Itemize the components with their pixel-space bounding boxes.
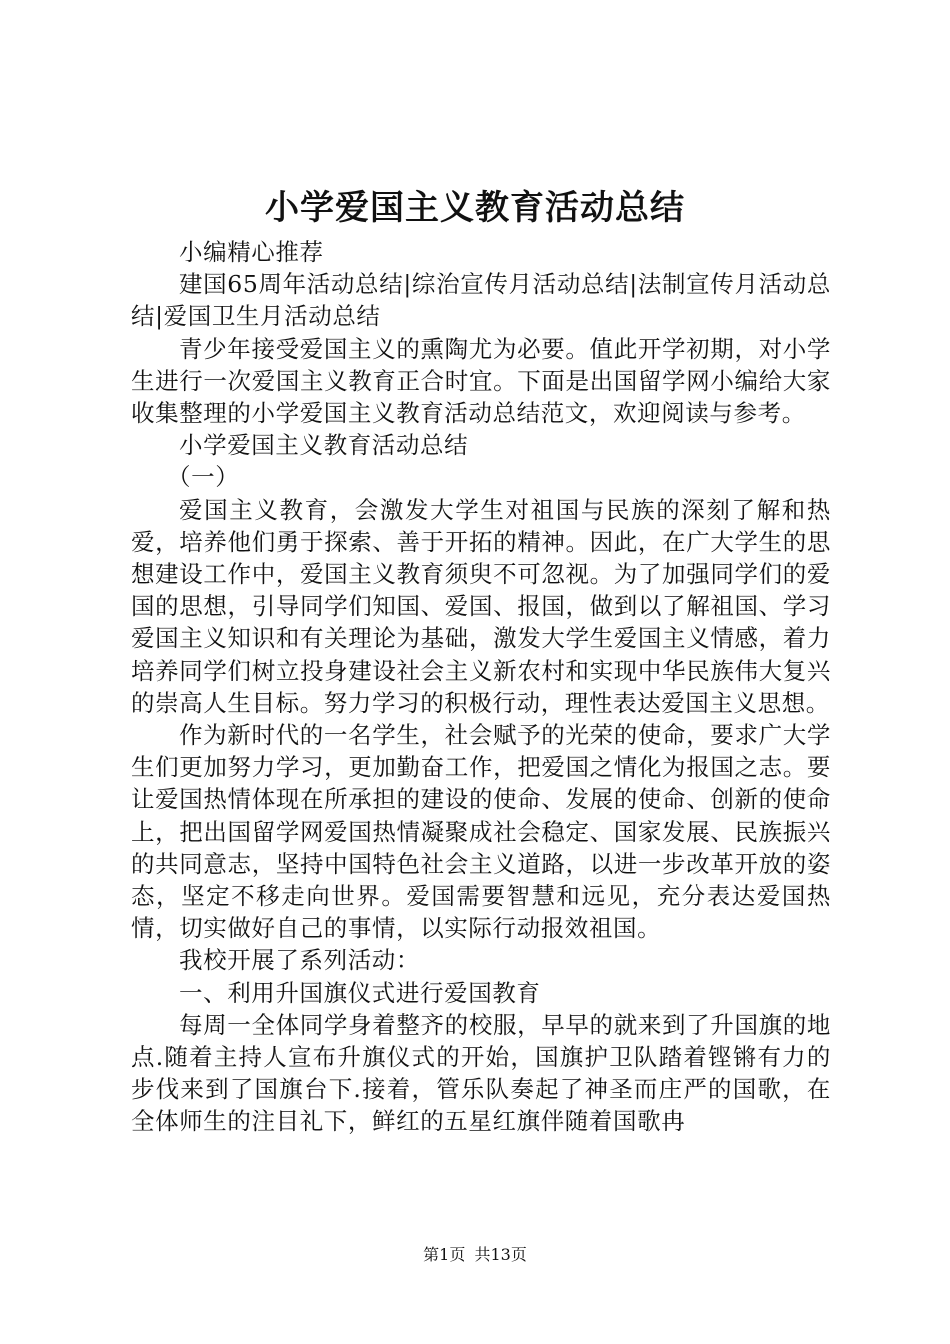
paragraph-heading-1: 一、利用升国旗仪式进行爱国教育 xyxy=(179,978,541,1007)
page-footer xyxy=(0,1244,950,1266)
paragraph-body-1: 爱国主义教育，会激发大学生对祖国与民族的深刻了解和热爱，培养他们勇于探索、善于开拓的精神。因此，在广大学生的思想建设工作中，爱国主义教育须臾不可忽视。为了加强同学们的爱国的思想，引导同学们知国、爱国、报国，做到以了解祖国、学习爱国主义知识和有关理论为基础，激发大学生爱国主义情感，着力培养同学们树立投身建设社会主义新农村和实现中华民族伟大复兴的崇高人生目标。努力学习的积极行动，理性表达爱国主义思想。 xyxy=(131,495,831,717)
paragraph-body-3: 每周一全体同学身着整齐的校服，早早的就来到了升国旗的地点.随着主持人宣布升旗仪式的开始，国旗护卫队踏着铿锵有力的步伐来到了国旗台下.接着，管乐队奏起了神圣而庄严的国歌，在全体师生的注目礼下，鲜红的五星红旗伴随着国歌冉 xyxy=(131,1010,831,1136)
page-total: 共13页 xyxy=(474,1245,527,1264)
document-body xyxy=(131,236,831,1138)
paragraph-intro: 青少年接受爱国主义的熏陶尤为必要。值此开学初期，对小学生进行一次爱国主义教育正合时宜。下面是出国留学网小编给大家收集整理的小学爱国主义教育活动总结范文，欢迎阅读与参考。 xyxy=(131,334,831,428)
paragraph-subtitle: 小学爱国主义教育活动总结 xyxy=(179,431,469,460)
paragraph-related-links: 建国65周年活动总结|综治宣传月活动总结|法制宣传月活动总结|爱国卫生月活动总结 xyxy=(131,270,831,331)
page-number: 第1页 xyxy=(423,1245,466,1264)
paragraph-body-2: 作为新时代的一名学生，社会赋予的光荣的使命，要求广大学生们更加努力学习，更加勤奋工作，把爱国之情化为报国之志。要让爱国热情体现在所承担的建设的使命、发展的使命、创新的使命上，把出国留学网爱国热情凝聚成社会稳定、国家发展、民族振兴的共同意志，坚持中国特色社会主义道路，以进一步改革开放的姿态，坚定不移走向世界。爱国需要智慧和远见，充分表达爱国热情，切实做好自己的事情，以实际行动报效祖国。 xyxy=(131,721,831,943)
paragraph-activities: 我校开展了系列活动： xyxy=(179,946,420,975)
document-title: 小学爱国主义教育活动总结 xyxy=(265,188,685,228)
paragraph-recommend: 小编精心推荐 xyxy=(179,238,324,266)
paragraph-section-number: （一） xyxy=(167,463,240,492)
